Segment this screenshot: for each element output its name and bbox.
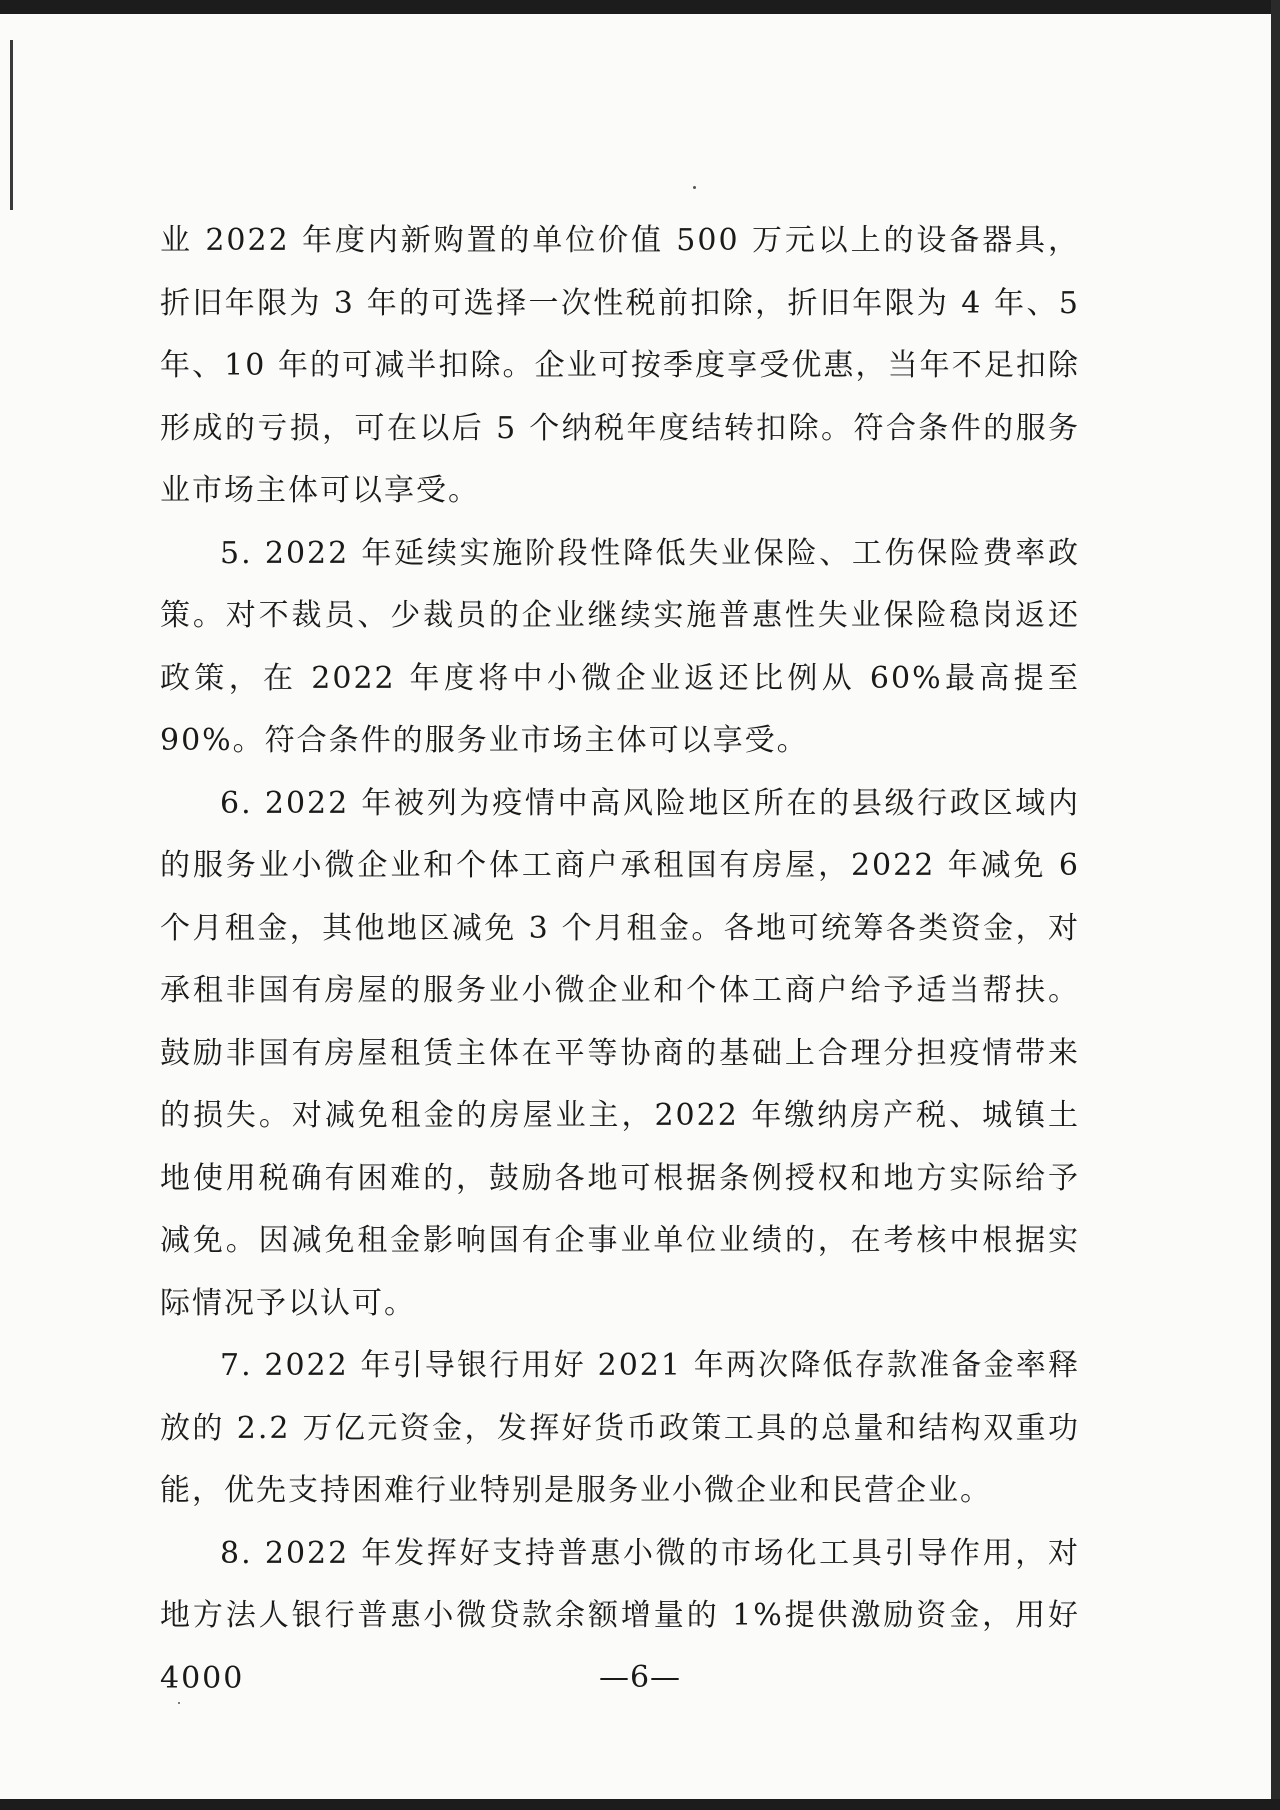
scan-edge-bottom <box>0 1799 1280 1810</box>
body-text <box>160 210 1080 1710</box>
paragraph-continued: 业 2022 年度内新购置的单位价值 500 万元以上的设备器具，折旧年限为 3 年的可选择一次性税前扣除，折旧年限为 4 年、5 年、10 年的可减半扣除。企业可按季度享受优惠，当年不足扣除形成的亏损，可在以后 5 个纳税年度结转扣除。符合条件的服务业市场主体可以享受。 <box>160 223 1080 508</box>
paragraph-item-7: 7. 2022 年引导银行用好 2021 年两次降低存款准备金率释放的 2.2 万亿元资金，发挥好货币政策工具的总量和结构双重功能，优先支持困难行业特别是服务业小微企业和民营企业。 <box>160 1348 1080 1508</box>
paragraph-item-6: 6. 2022 年被列为疫情中高风险地区所在的县级行政区域内的服务业小微企业和个体工商户承租国有房屋，2022 年减免 6 个月租金，其他地区减免 3 个月租金。各地可统筹各类资金，对承租非国有房屋的服务业小微企业和个体工商户给予适当帮扶。鼓励非国有房屋租赁主体在平等协商的基础上合理分担疫情带来的损失。对减免租金的房屋业主，2022 年缴纳房产税、城镇土地使用税确有困难的，鼓励各地可根据条例授权和地方实际给予减免。因减免租金影响国有企事业单位业绩的，在考核中根据实际情况予以认可。 <box>160 785 1080 1321</box>
scan-edge-top <box>0 0 1280 14</box>
scan-speck <box>693 186 696 189</box>
scan-edge-right <box>1271 0 1280 1810</box>
scan-edge-left <box>10 40 13 210</box>
paragraph-item-5: 5. 2022 年延续实施阶段性降低失业保险、工伤保险费率政策。对不裁员、少裁员的企业继续实施普惠性失业保险稳岗返还政策，在 2022 年度将中小微企业返还比例从 60%最高提至 90%。符合条件的服务业市场主体可以享受。 <box>160 535 1080 758</box>
paragraph-item-8: 8. 2022 年发挥好支持普惠小微的市场化工具引导作用，对地方法人银行普惠小微贷款余额增量的 1%提供激励资金，用好 4000 <box>160 1535 1080 1696</box>
page-number: —6— <box>598 1660 682 1695</box>
